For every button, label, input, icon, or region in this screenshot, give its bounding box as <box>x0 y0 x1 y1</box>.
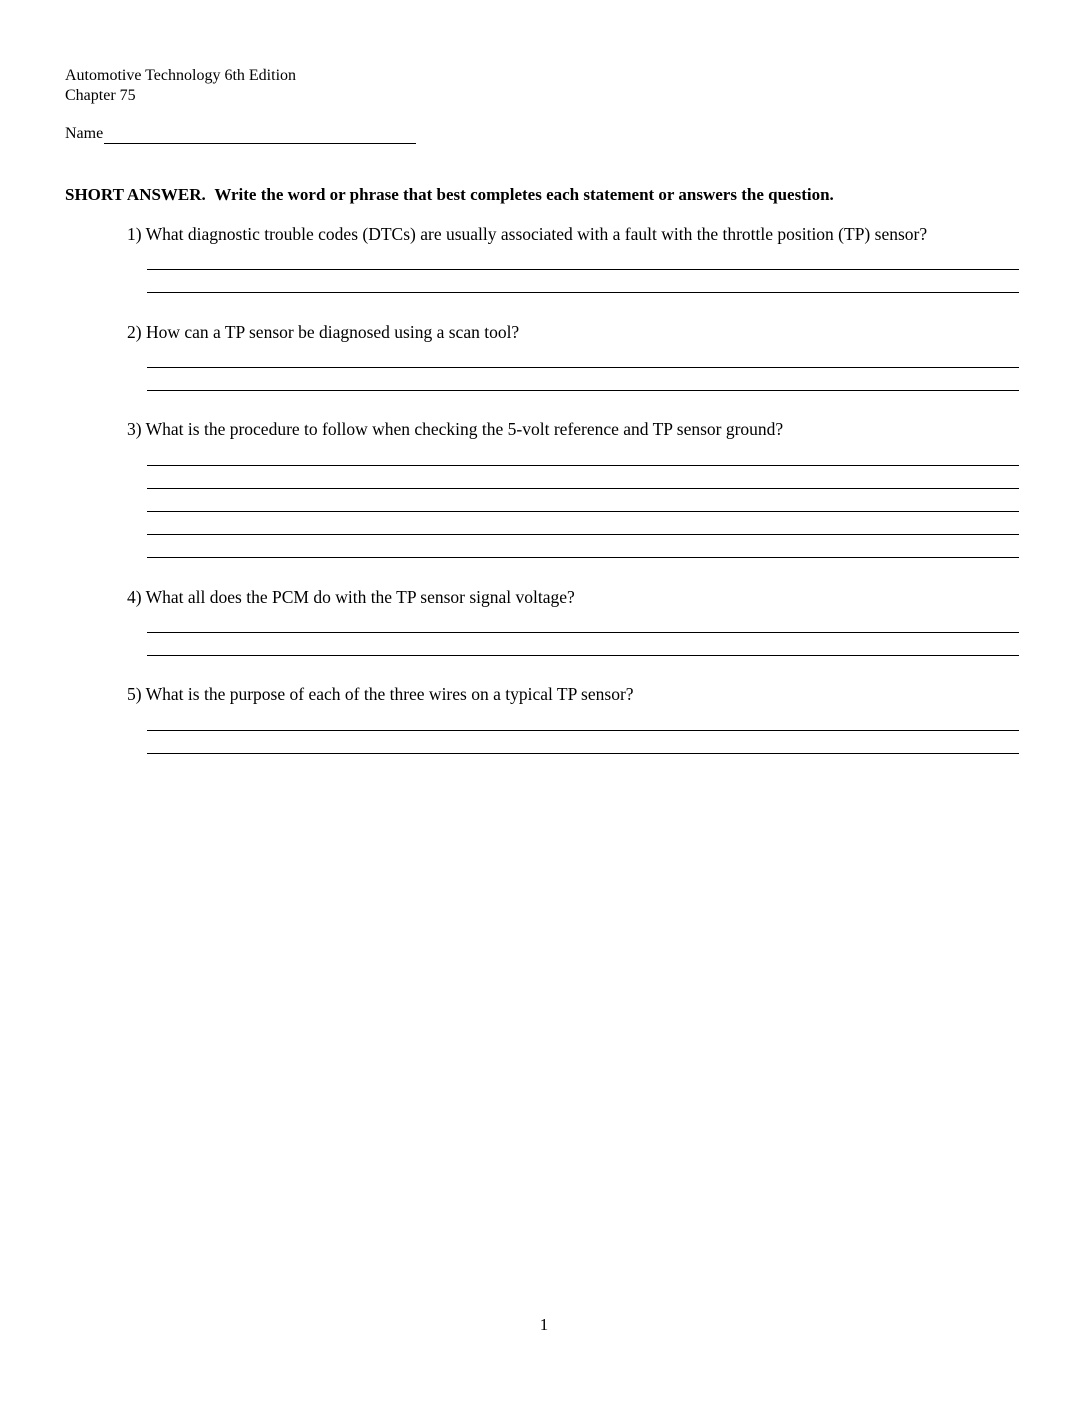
instructions-text: Write the word or phrase that best completes each statement or answers the question. <box>214 185 834 204</box>
question-4 <box>127 586 1027 608</box>
question-1 <box>127 223 1027 245</box>
answer-line[interactable] <box>147 730 1019 731</box>
question-text: What all does the PCM do with the TP sensor signal voltage? <box>145 587 575 607</box>
page-number: 1 <box>539 1315 549 1334</box>
question-3 <box>127 418 1027 440</box>
question-2 <box>127 321 1027 343</box>
answer-line[interactable] <box>147 511 1019 512</box>
answer-line[interactable] <box>147 753 1019 754</box>
answer-line[interactable] <box>147 292 1019 293</box>
chapter-label: Chapter 75 <box>65 87 136 104</box>
answer-line[interactable] <box>147 465 1019 466</box>
instructions-heading: SHORT ANSWER. <box>65 185 206 204</box>
question-5 <box>127 683 1027 705</box>
answer-line[interactable] <box>147 488 1019 489</box>
answer-line[interactable] <box>147 632 1019 633</box>
question-number: 4) <box>127 587 142 607</box>
question-text: What diagnostic trouble codes (DTCs) are usually associated with a fault with the throttle position (TP) sensor? <box>145 224 928 244</box>
name-field[interactable] <box>104 125 416 144</box>
name-label: Name <box>65 125 104 142</box>
question-number: 2) <box>127 322 142 342</box>
question-text: How can a TP sensor be diagnosed using a scan tool? <box>145 322 520 342</box>
answer-line[interactable] <box>147 269 1019 270</box>
answer-line[interactable] <box>147 390 1019 391</box>
instructions <box>65 184 834 206</box>
question-text: What is the procedure to follow when checking the 5-volt reference and TP sensor ground? <box>145 419 784 439</box>
name-field-row <box>65 124 416 144</box>
answer-line[interactable] <box>147 534 1019 535</box>
question-number: 3) <box>127 419 142 439</box>
book-title: Automotive Technology 6th Edition <box>65 67 297 84</box>
question-number: 1) <box>127 224 142 244</box>
question-text: What is the purpose of each of the three wires on a typical TP sensor? <box>145 684 634 704</box>
answer-line[interactable] <box>147 557 1019 558</box>
question-number: 5) <box>127 684 142 704</box>
answer-line[interactable] <box>147 655 1019 656</box>
answer-line[interactable] <box>147 367 1019 368</box>
document-header <box>65 66 296 106</box>
